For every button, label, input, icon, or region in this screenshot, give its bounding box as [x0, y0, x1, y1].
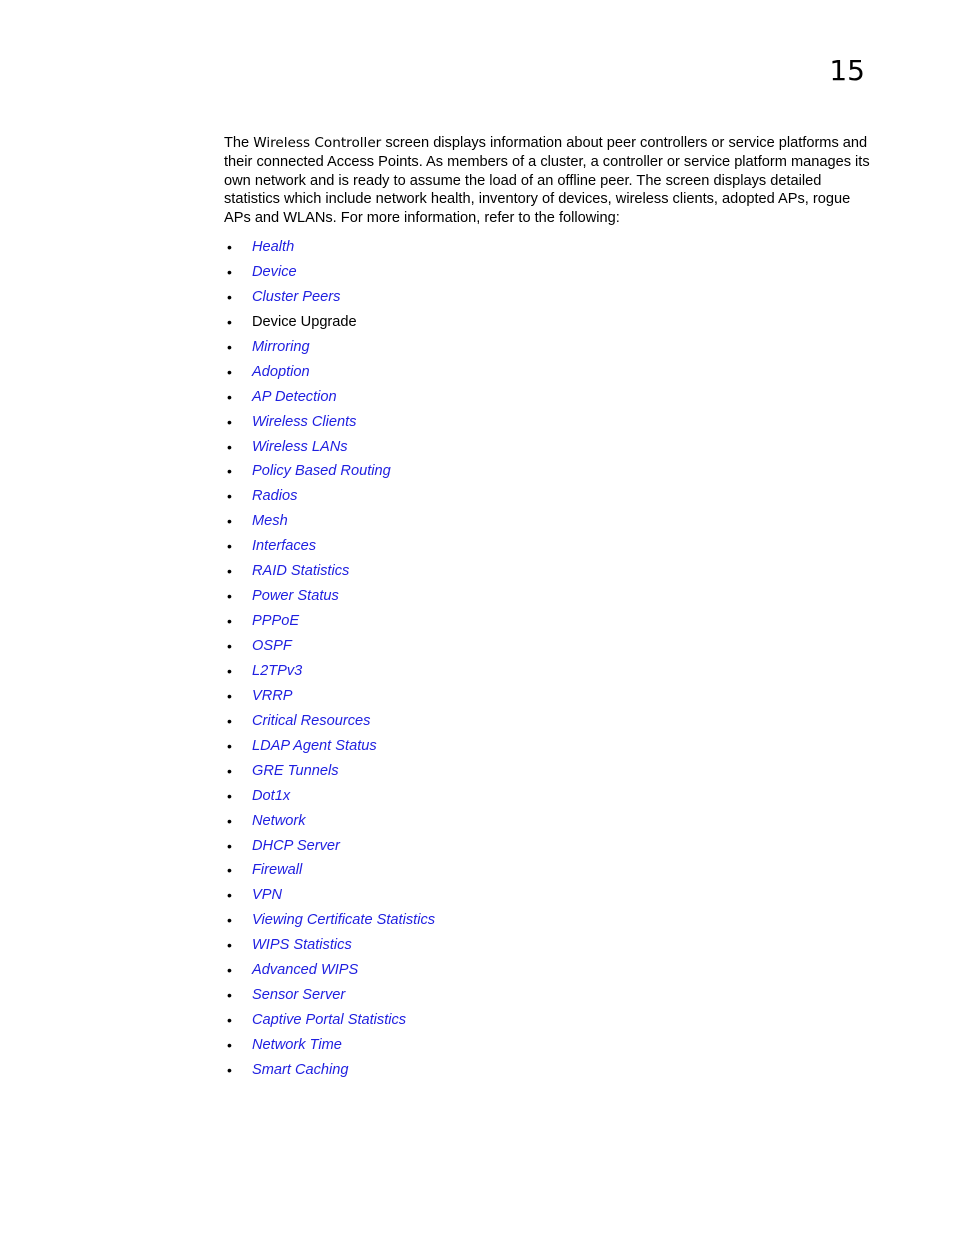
list-item[interactable]: [224, 286, 435, 311]
topic-link[interactable]: VRRP: [252, 687, 293, 704]
list-item[interactable]: [224, 1034, 435, 1059]
intro-text-after: screen displays information about peer controllers or service platforms and their connected Access Points. As members of a cluster, a controller or service platform manages its own network and is ready to assume the load of an offline peer. The screen displays detailed statistics which include network health, inventory of devices, wireless clients, adopted APs, rogue APs and WLANs. For more information, refer to the following:: [224, 135, 870, 227]
topic-link[interactable]: Smart Caching: [252, 1061, 349, 1078]
topic-link-list: [224, 236, 435, 1084]
topic-label: Device Upgrade: [252, 313, 357, 330]
list-item[interactable]: [224, 959, 435, 984]
topic-link[interactable]: Wireless Clients: [252, 413, 357, 430]
bullet-icon: •: [227, 488, 232, 505]
bullet-icon: •: [227, 263, 232, 280]
bullet-icon: •: [227, 737, 232, 754]
list-item[interactable]: [224, 261, 435, 286]
bullet-icon: •: [227, 687, 232, 704]
bullet-icon: •: [227, 1012, 232, 1029]
list-item[interactable]: [224, 336, 435, 361]
bullet-icon: •: [227, 787, 232, 804]
bullet-icon: •: [227, 887, 232, 904]
list-item[interactable]: [224, 585, 435, 610]
list-item[interactable]: [224, 785, 435, 810]
topic-link[interactable]: Firewall: [252, 862, 303, 879]
bullet-icon: •: [227, 438, 232, 455]
bullet-icon: •: [227, 712, 232, 729]
topic-link[interactable]: Captive Portal Statistics: [252, 1012, 407, 1029]
bullet-icon: •: [227, 313, 232, 330]
list-item[interactable]: [224, 386, 435, 411]
list-item[interactable]: [224, 535, 435, 560]
topic-link[interactable]: AP Detection: [252, 388, 337, 405]
topic-link[interactable]: L2TPv3: [252, 662, 303, 679]
bullet-icon: •: [227, 1037, 232, 1053]
intro-text-before: The: [224, 135, 254, 151]
topic-link[interactable]: RAID Statistics: [252, 563, 350, 580]
list-item[interactable]: [224, 835, 435, 860]
bullet-icon: •: [227, 1061, 232, 1078]
bullet-icon: •: [227, 638, 232, 654]
bullet-icon: •: [227, 413, 232, 430]
list-item[interactable]: [224, 710, 435, 735]
bullet-icon: •: [227, 662, 232, 679]
intro-term: Wireless Controller: [253, 135, 382, 151]
topic-link[interactable]: Device: [252, 263, 297, 280]
topic-link[interactable]: Advanced WIPS: [252, 962, 359, 979]
bullet-icon: •: [227, 563, 232, 580]
bullet-icon: •: [227, 338, 232, 355]
list-item[interactable]: [224, 635, 435, 660]
bullet-icon: •: [227, 288, 232, 305]
topic-link[interactable]: Cluster Peers: [252, 288, 341, 305]
topic-link[interactable]: Wireless LANs: [252, 438, 348, 455]
topic-link[interactable]: OSPF: [252, 638, 292, 654]
topic-link[interactable]: Dot1x: [252, 787, 291, 804]
bullet-icon: •: [227, 937, 232, 954]
topic-link[interactable]: WIPS Statistics: [252, 937, 352, 954]
list-item[interactable]: [224, 685, 435, 710]
list-item: [224, 311, 435, 336]
bullet-icon: •: [227, 987, 232, 1004]
bullet-icon: •: [227, 837, 232, 854]
bullet-icon: •: [227, 912, 232, 929]
list-item[interactable]: [224, 934, 435, 959]
bullet-icon: •: [227, 513, 232, 530]
list-item[interactable]: [224, 984, 435, 1009]
topic-link[interactable]: PPPoE: [252, 613, 300, 630]
list-item[interactable]: [224, 436, 435, 461]
bullet-icon: •: [227, 363, 232, 380]
list-item[interactable]: [224, 485, 435, 510]
list-item[interactable]: [224, 236, 435, 261]
topic-link[interactable]: DHCP Server: [252, 837, 340, 854]
topic-link[interactable]: LDAP Agent Status: [252, 737, 377, 754]
list-item[interactable]: [224, 859, 435, 884]
list-item[interactable]: [224, 610, 435, 635]
bullet-icon: •: [227, 762, 232, 779]
topic-link[interactable]: GRE Tunnels: [252, 762, 339, 779]
topic-link[interactable]: Interfaces: [252, 538, 317, 555]
list-item[interactable]: [224, 735, 435, 760]
list-item[interactable]: [224, 810, 435, 835]
list-item[interactable]: [224, 884, 435, 909]
topic-link[interactable]: Mirroring: [252, 338, 310, 355]
bullet-icon: •: [227, 588, 232, 605]
bullet-icon: •: [227, 613, 232, 630]
list-item[interactable]: [224, 411, 435, 436]
bullet-icon: •: [227, 962, 232, 979]
bullet-icon: •: [227, 538, 232, 555]
topic-link[interactable]: VPN: [252, 887, 283, 904]
bullet-icon: •: [227, 388, 232, 405]
list-item[interactable]: [224, 361, 435, 386]
chapter-number: 15: [829, 54, 865, 87]
intro-paragraph: [224, 134, 874, 228]
topic-link[interactable]: Policy Based Routing: [252, 463, 391, 480]
bullet-icon: •: [227, 463, 232, 480]
topic-link[interactable]: Power Status: [252, 588, 339, 605]
list-item[interactable]: [224, 1059, 435, 1084]
topic-link[interactable]: Adoption: [252, 363, 310, 380]
bullet-icon: •: [227, 239, 232, 255]
topic-link[interactable]: Radios: [252, 488, 298, 505]
topic-link[interactable]: Viewing Certificate Statistics: [252, 912, 436, 929]
topic-link[interactable]: Network: [252, 812, 306, 829]
topic-link[interactable]: Mesh: [252, 513, 288, 530]
list-item[interactable]: [224, 460, 435, 485]
topic-link[interactable]: Health: [252, 239, 295, 255]
list-item[interactable]: [224, 560, 435, 585]
bullet-icon: •: [227, 862, 232, 879]
list-item[interactable]: [224, 760, 435, 785]
list-item[interactable]: [224, 660, 435, 685]
list-item[interactable]: [224, 510, 435, 535]
list-item[interactable]: [224, 909, 435, 934]
bullet-icon: •: [227, 812, 232, 829]
topic-link[interactable]: Critical Resources: [252, 712, 371, 729]
topic-link[interactable]: Sensor Server: [252, 987, 346, 1004]
topic-link[interactable]: Network Time: [252, 1037, 342, 1053]
list-item[interactable]: [224, 1009, 435, 1034]
